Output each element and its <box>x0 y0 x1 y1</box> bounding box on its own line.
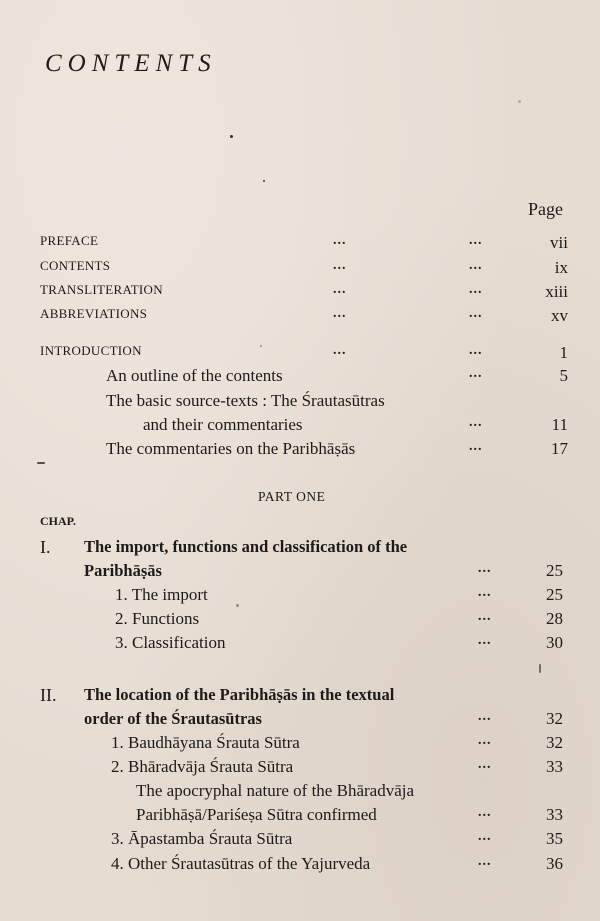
toc-row-intro-item <box>0 391 600 415</box>
chapter-row <box>0 537 600 561</box>
leader-dots: ... <box>478 829 492 844</box>
toc-label: 1. The import <box>115 585 208 604</box>
toc-page-number: 32 <box>546 709 563 728</box>
toc-row-transliteration <box>0 282 600 306</box>
page-column-header: Page <box>528 199 563 219</box>
section-row <box>0 805 600 829</box>
toc-page-number: 5 <box>559 366 568 385</box>
paper-speck <box>518 100 521 103</box>
toc-label: and their commentaries <box>143 415 303 434</box>
leader-dots: ... <box>478 561 492 576</box>
toc-page-number: xiii <box>545 282 568 301</box>
leader-dots: ... <box>469 439 483 454</box>
toc-page-number: 30 <box>546 633 563 652</box>
toc-label: The basic source-texts : The Śrautasūtras <box>106 391 385 410</box>
toc-page-number: 25 <box>546 561 563 580</box>
leader-dots: ... <box>469 415 483 430</box>
leader-dots: ... <box>333 233 347 248</box>
chapter-title: The import, functions and classification of the <box>84 537 408 556</box>
chap-label-row <box>0 514 600 538</box>
chapter-row <box>0 685 600 709</box>
leader-dots: ... <box>333 343 347 358</box>
toc-page-number: 17 <box>551 439 568 458</box>
toc-row-contents <box>0 258 600 282</box>
leader-dots: ... <box>478 805 492 820</box>
paper-speck <box>539 664 541 673</box>
toc-page-number: 32 <box>546 733 563 752</box>
toc-page-number: 1 <box>559 343 568 362</box>
section-row <box>0 854 600 878</box>
chap-label: CHAP. <box>40 514 76 528</box>
paper-speck <box>230 135 233 138</box>
toc-label: CONTENTS <box>40 258 111 273</box>
part-heading-row <box>0 489 600 513</box>
toc-label: ABBREVIATIONS <box>40 306 148 321</box>
chapter-row <box>0 709 600 733</box>
chapter-number: I. <box>40 537 51 557</box>
toc-page-number: 35 <box>546 829 563 848</box>
toc-page-number: 33 <box>546 805 563 824</box>
toc-page-number: 25 <box>546 585 563 604</box>
paper-speck <box>260 345 262 347</box>
toc-row-intro-item <box>0 366 600 390</box>
section-row <box>0 609 600 633</box>
toc-page-number: 33 <box>546 757 563 776</box>
section-row <box>0 757 600 781</box>
chapter-title: Paribhāṣās <box>84 561 162 580</box>
leader-dots: ... <box>478 585 492 600</box>
toc-label: Paribhāṣā/Pariśeṣa Sūtra confirmed <box>136 805 377 824</box>
toc-label: 3. Classification <box>115 633 226 652</box>
toc-page-number: 11 <box>551 415 568 434</box>
leader-dots: ... <box>478 757 492 772</box>
part-heading: PART ONE <box>258 489 326 504</box>
chapter-number: II. <box>40 685 57 705</box>
leader-dots: ... <box>469 366 483 381</box>
contents-title: CONTENTS <box>45 50 217 77</box>
toc-row-intro-item <box>0 439 600 463</box>
toc-label: The commentaries on the Paribhāṣās <box>106 439 356 458</box>
toc-page-number: 36 <box>546 854 563 873</box>
section-row <box>0 633 600 657</box>
toc-row-preface <box>0 233 600 257</box>
section-row <box>0 781 600 805</box>
chapter-title: order of the Śrautasūtras <box>84 709 262 728</box>
toc-row-introduction <box>0 343 600 367</box>
toc-page-number: xv <box>551 306 568 325</box>
toc-page-number: ix <box>554 258 568 277</box>
paper-speck <box>37 462 45 464</box>
toc-row-abbreviations <box>0 306 600 330</box>
toc-label: 3. Āpastamba Śrauta Sūtra <box>111 829 293 848</box>
toc-label: 1. Baudhāyana Śrauta Sūtra <box>111 733 300 752</box>
leader-dots: ... <box>333 282 347 297</box>
toc-page-number: 28 <box>546 609 563 628</box>
leader-dots: ... <box>333 258 347 273</box>
paper-speck <box>236 604 239 607</box>
chapter-title: The location of the Paribhāṣās in the textual <box>84 685 395 704</box>
toc-label: 2. Functions <box>115 609 200 628</box>
toc-label: PREFACE <box>40 233 99 248</box>
toc-label: INTRODUCTION <box>40 343 142 358</box>
leader-dots: ... <box>333 306 347 321</box>
toc-page-number: vii <box>550 233 568 252</box>
toc-label: An outline of the contents <box>106 366 283 385</box>
leader-dots: ... <box>478 609 492 624</box>
leader-dots: ... <box>478 733 492 748</box>
leader-dots: ... <box>478 633 492 648</box>
leader-dots: ... <box>469 343 483 358</box>
toc-row-intro-item <box>0 415 600 439</box>
leader-dots: ... <box>469 233 483 248</box>
leader-dots: ... <box>469 282 483 297</box>
leader-dots: ... <box>469 306 483 321</box>
section-row <box>0 733 600 757</box>
chapter-row <box>0 561 600 585</box>
leader-dots: ... <box>478 854 492 869</box>
paper-speck <box>263 180 265 182</box>
toc-label: TRANSLITERATION <box>40 282 163 297</box>
section-row <box>0 585 600 609</box>
toc-label: The apocryphal nature of the Bhāradvāja <box>136 781 415 800</box>
toc-label: 4. Other Śrautasūtras of the Yajurveda <box>111 854 371 873</box>
leader-dots: ... <box>469 258 483 273</box>
toc-label: 2. Bhāradvāja Śrauta Sūtra <box>111 757 294 776</box>
leader-dots: ... <box>478 709 492 724</box>
section-row <box>0 829 600 853</box>
